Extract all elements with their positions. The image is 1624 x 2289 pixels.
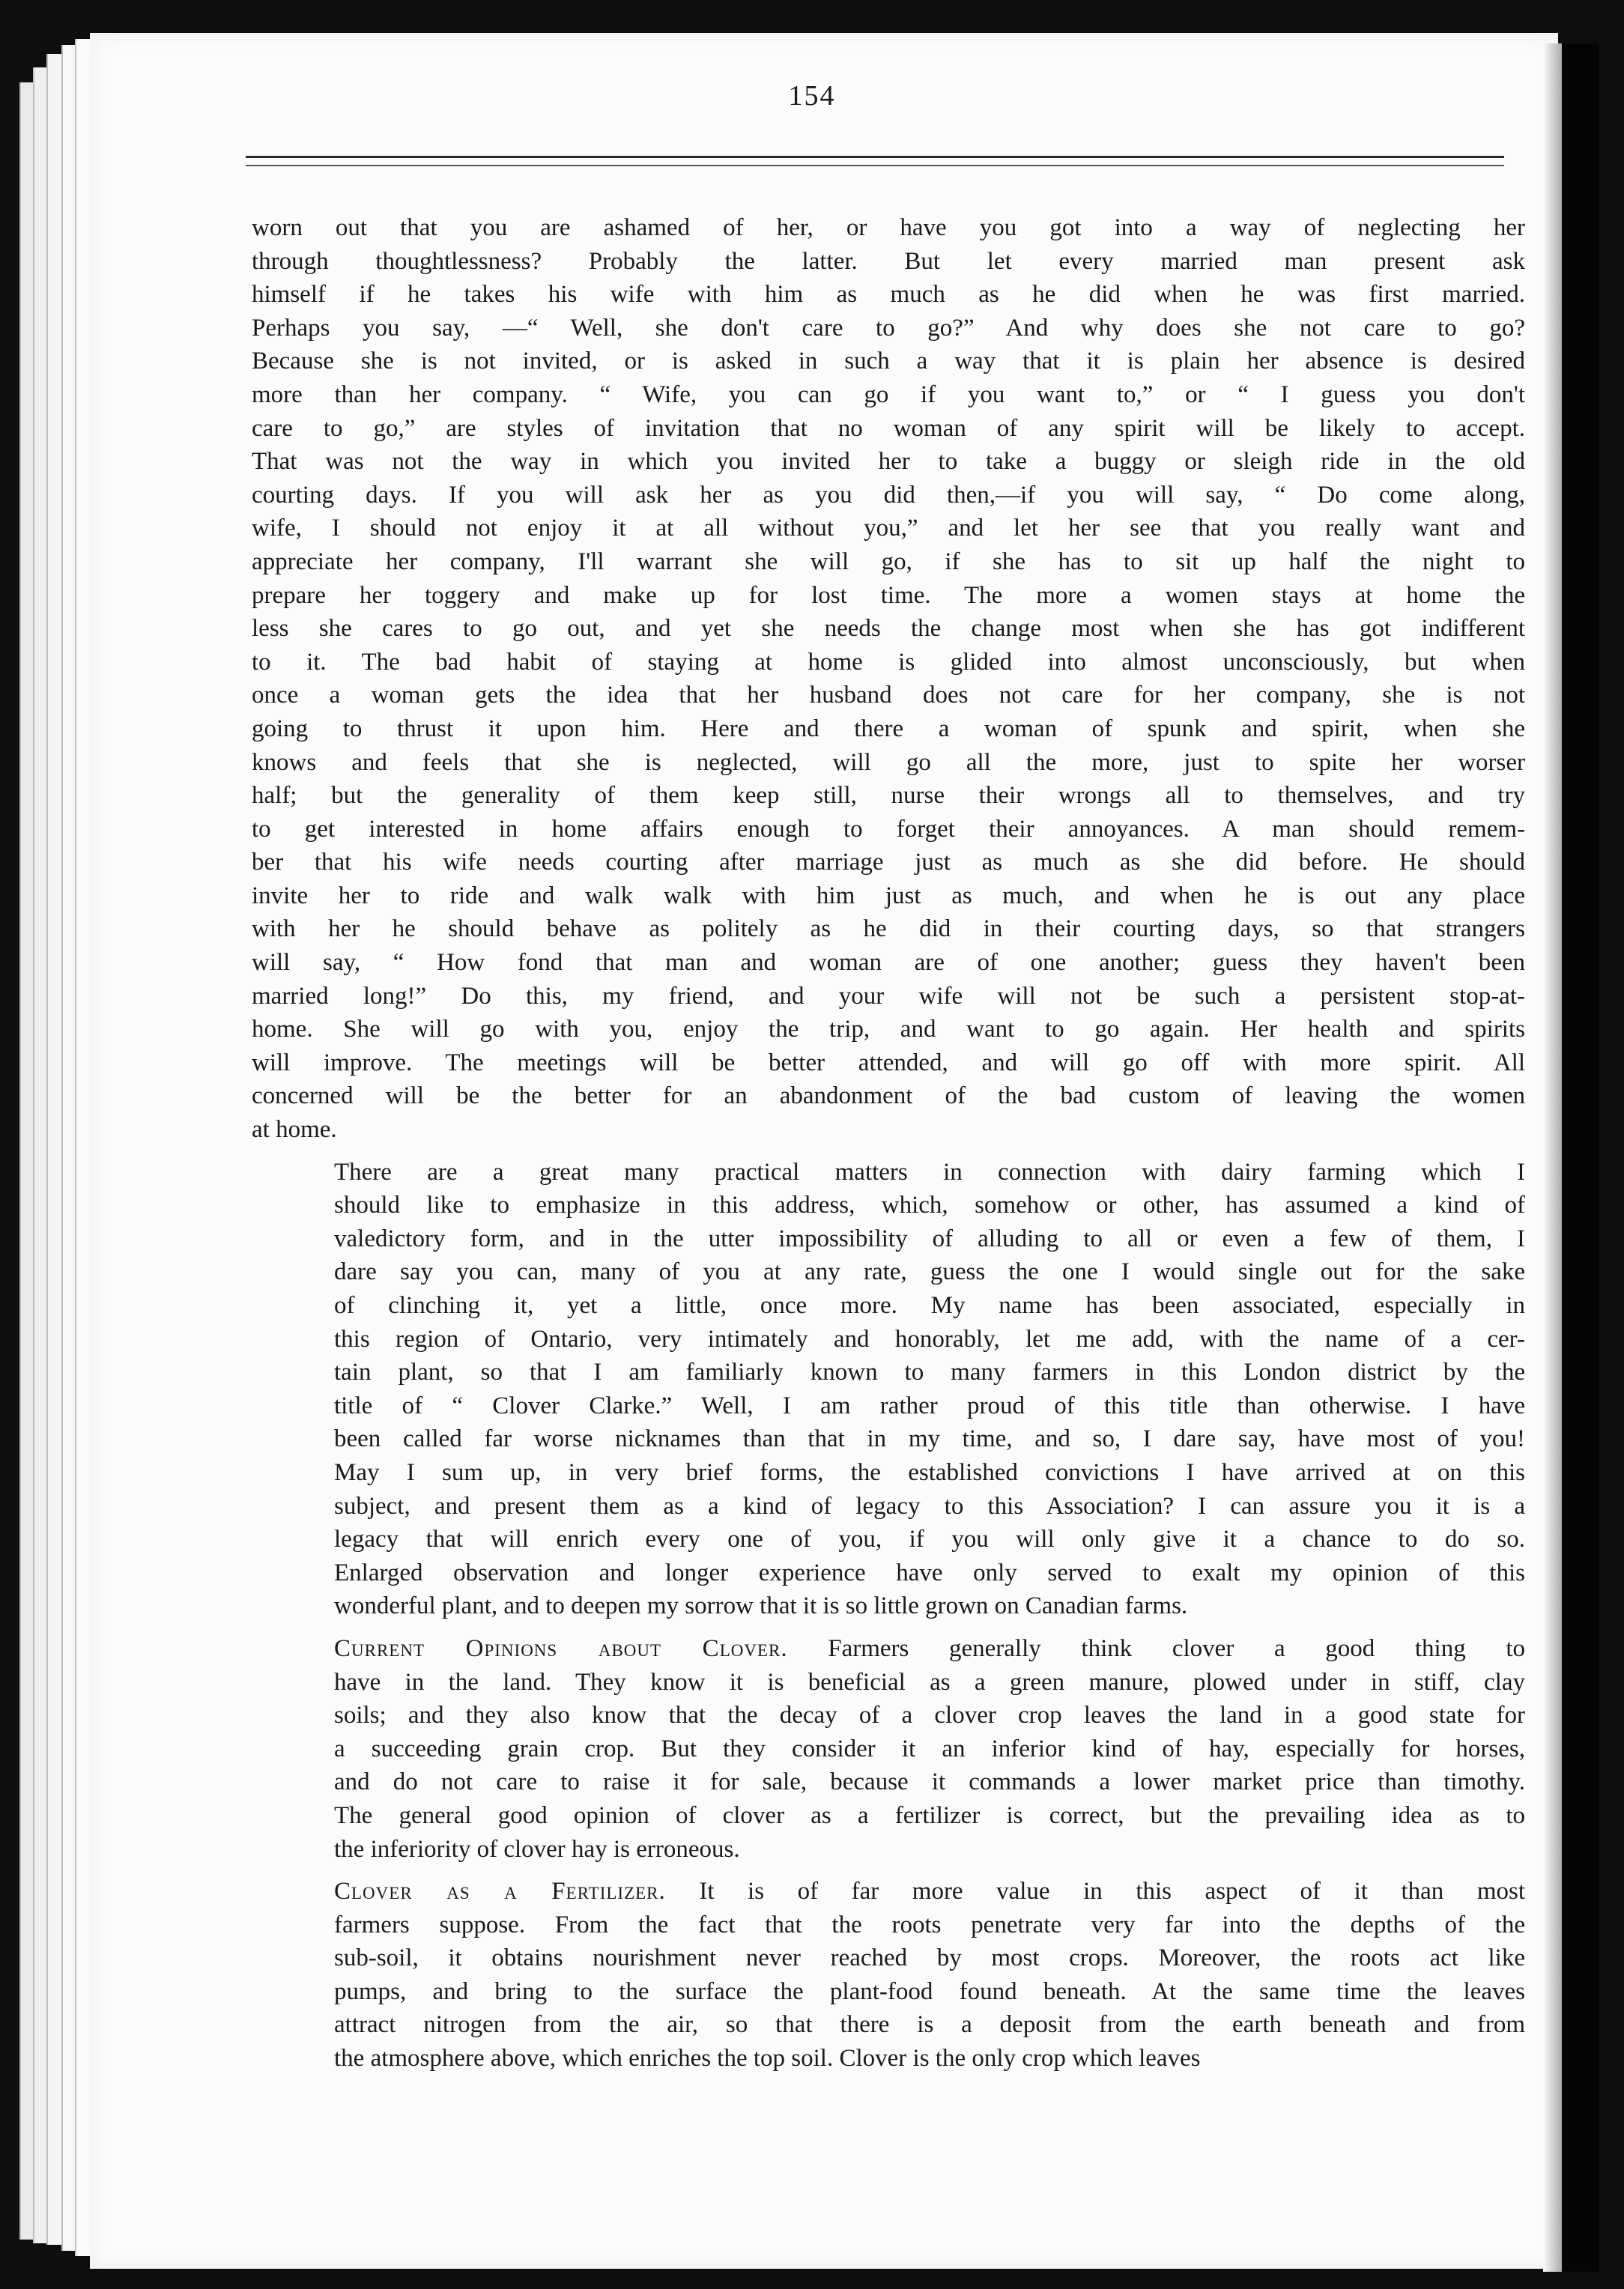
text-line: at home. (252, 1116, 337, 1144)
text-line: this region of Ontario, very intimately and honorably, let me add, with the name of a cer- (334, 1325, 1525, 1353)
text-line (252, 1632, 1525, 1666)
text-line: worn out that you are ashamed of her, or have you got into a way of neglecting her (252, 214, 1525, 241)
text-line (252, 1875, 1525, 1908)
text-line: concerned will be the better for an abandonment of the bad custom of leaving the women (252, 1082, 1525, 1110)
section-heading: Clover as a Fertilizer. (334, 1878, 666, 1906)
text-line: dare say you can, many of you at any rate, guess the one I would single out for the sake (334, 1258, 1525, 1286)
text-line: There are a great many practical matters in connection with dairy farming which I (334, 1158, 1525, 1186)
header-rule (246, 156, 1504, 158)
text-line: should like to emphasize in this address, which, somehow or other, has assumed a kind of (334, 1192, 1525, 1219)
text-line: subject, and present them as a kind of legacy to this Association? I can assure you it is a (334, 1492, 1525, 1520)
paragraph (252, 1632, 1525, 1866)
text-line: farmers suppose. From the fact that the roots penetrate very far into the depths of the (334, 1911, 1525, 1938)
text-line: legacy that will enrich every one of you, if you will only give it a chance to do so. (334, 1526, 1525, 1553)
text-line: That was not the way in which you invited her to take a buggy or sleigh ride in the old (252, 448, 1525, 476)
text-line: attract nitrogen from the air, so that there is a deposit from the earth beneath and from (334, 2011, 1525, 2039)
text-line: appreciate her company, I'll warrant she will go, if she has to sit up half the night to (252, 548, 1525, 575)
text-line: the atmosphere above, which enriches the top soil. Clover is the only crop which leaves (334, 2045, 1201, 2073)
text-line: a succeeding grain crop. But they consider it an inferior kind of hay, especially for horses, (334, 1735, 1525, 1762)
text-line: once a woman gets the idea that her husband does not care for her company, she is not (252, 682, 1525, 709)
text-line: and do not care to raise it for sale, because it commands a lower market price than timothy. (334, 1768, 1525, 1796)
text-line: home. She will go with you, enjoy the trip, and want to go again. Her health and spirits (252, 1016, 1525, 1043)
text-line: The general good opinion of clover as a fertilizer is correct, but the prevailing idea as to (334, 1801, 1525, 1829)
text-line: sub-soil, it obtains nourishment never reached by most crops. Moreover, the roots act like (334, 1944, 1525, 1972)
text-line: himself if he takes his wife with him as much as he did when he was first married. (252, 281, 1525, 309)
text-line: to get interested in home affairs enough to forget their annoyances. A man should remem- (252, 815, 1525, 843)
text-line: have in the land. They know it is beneficial as a green manure, plowed under in stiff, clay (334, 1668, 1525, 1696)
text-line: tain plant, so that I am familiarly known to many farmers in this London district by the (334, 1359, 1525, 1386)
text-line: wonderful plant, and to deepen my sorrow that it is so little grown on Canadian farms. (334, 1592, 1188, 1620)
text-line: Perhaps you say, —“ Well, she don't care to go?” And why does she not care to go? (252, 314, 1525, 342)
text-line: with her he should behave as politely as he did in their courting days, so that strangers (252, 915, 1525, 943)
scan-border (1562, 43, 1599, 2272)
text-line-body: Farmers generally think clover a good thing to (787, 1634, 1525, 1662)
text-line: Because she is not invited, or is asked in such a way that it is plain her absence is desired (252, 348, 1525, 375)
text-line: of clinching it, yet a little, once more. My name has been associated, especially in (334, 1292, 1525, 1319)
text-line: title of “ Clover Clarke.” Well, I am rather proud of this title than otherwise. I have (334, 1392, 1525, 1419)
text-line: prepare her toggery and make up for lost time. The more a women stays at home the (252, 581, 1525, 609)
text-line: soils; and they also know that the decay of a clover crop leaves the land in a good state for (334, 1702, 1525, 1729)
text-line: knows and feels that she is neglected, will go all the more, just to spite her worser (252, 748, 1525, 776)
text-line: May I sum up, in very brief forms, the established convictions I have arrived at on this (334, 1458, 1525, 1486)
text-line: going to thrust it upon him. Here and there a woman of spunk and spirit, when she (252, 715, 1525, 742)
paragraph (252, 1156, 1525, 1623)
text-line: married long!” Do this, my friend, and your wife will not be such a persistent stop-at- (252, 982, 1525, 1010)
text-line: will improve. The meetings will be better attended, and will go off with more spirit. All (252, 1049, 1525, 1076)
section-heading: Current Opinions about Clover. (334, 1634, 788, 1662)
paragraph (252, 211, 1525, 1147)
text-line: courting days. If you will ask her as you did then,—if you will say, “ Do come along, (252, 481, 1525, 509)
text-line: half; but the generality of them keep still, nurse their wrongs all to themselves, and try (252, 782, 1525, 810)
text-line: will say, “ How fond that man and woman are of one another; guess they haven't been (252, 949, 1525, 977)
text-line-body: It is of far more value in this aspect of it than most (665, 1878, 1525, 1906)
text-line: wife, I should not enjoy it at all without you,” and let her see that you really want and (252, 515, 1525, 542)
body-text (252, 211, 1525, 2076)
text-line: to it. The bad habit of staying at home is glided into almost unconsciously, but when (252, 648, 1525, 676)
text-line: invite her to ride and walk walk with him just as much, and when he is out any place (252, 882, 1525, 909)
text-line: Enlarged observation and longer experience have only served to exalt my opinion of this (334, 1559, 1525, 1586)
paragraph (252, 1875, 1525, 2076)
header-rule-thin (246, 165, 1504, 166)
text-line: the inferiority of clover hay is erroneous. (334, 1835, 740, 1863)
page-number: 154 (788, 80, 836, 112)
text-line: pumps, and bring to the surface the plant-food found beneath. At the same time the leaves (334, 1977, 1525, 2005)
text-line: been called far worse nicknames than that in my time, and so, I dare say, have most of you! (334, 1425, 1525, 1453)
text-line: ber that his wife needs courting after marriage just as much as she did before. He should (252, 849, 1525, 876)
text-line: through thoughtlessness? Probably the latter. But let every married man present ask (252, 247, 1525, 275)
text-line: valedictory form, and in the utter impossibility of alluding to all or even a few of them, I (334, 1225, 1525, 1252)
text-line: care to go,” are styles of invitation that no woman of any spirit will be likely to accept. (252, 414, 1525, 442)
text-line: less she cares to go out, and yet she needs the change most when she has got indifferent (252, 615, 1525, 643)
text-line: more than her company. “ Wife, you can go if you want to,” or “ I guess you don't (252, 381, 1525, 408)
